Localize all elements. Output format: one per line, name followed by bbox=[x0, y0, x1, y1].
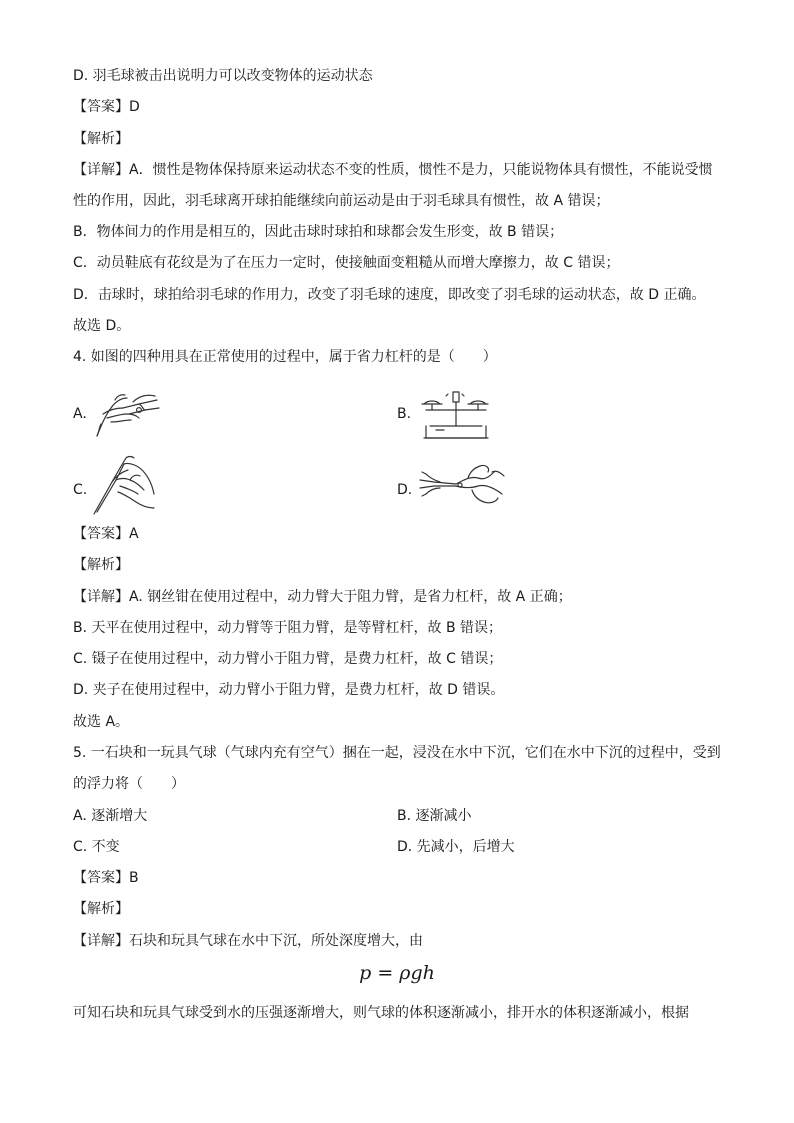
balance-scale-figure bbox=[416, 386, 496, 442]
q5-detail-line: 【详解】石块和玩具气球在水中下沉，所处深度增大，由 bbox=[73, 933, 423, 949]
q4-analysis-heading: 【解析】 bbox=[73, 557, 129, 573]
q5-option-a: A. 逐渐增大 bbox=[73, 808, 148, 824]
q4-detail-line: C. 镊子在使用过程中，动力臂小于阻力臂，是费力杠杆，故 C 错误； bbox=[73, 651, 503, 667]
q3-detail-line: D．击球时，球拍给羽毛球的作用力，改变了羽毛球的速度，即改变了羽毛球的运动状态，故 D 正确。 bbox=[73, 287, 706, 303]
q3-conclusion: 故选 D。 bbox=[73, 318, 131, 334]
q4-option-b-label: B. bbox=[397, 406, 412, 422]
q5-option-d: D. 先减小，后增大 bbox=[397, 839, 515, 855]
q3-answer: 【答案】D bbox=[73, 99, 140, 115]
q4-detail-line: D. 夹子在使用过程中，动力臂小于阻力臂，是费力杠杆，故 D 错误。 bbox=[73, 682, 505, 698]
q5-detail-line: 可知石块和玩具气球受到水的压强逐渐增大，则气球的体积逐渐减小，排开水的体积逐渐减小，根据 bbox=[73, 1005, 689, 1021]
q4-answer: 【答案】A bbox=[73, 526, 139, 542]
q4-option-a-label: A. bbox=[73, 406, 87, 422]
q5-answer: 【答案】B bbox=[73, 870, 139, 886]
q3-option-d: D. 羽毛球被击出说明力可以改变物体的运动状态 bbox=[73, 68, 373, 84]
q4-option-d-label: D. bbox=[397, 482, 413, 498]
q4-stem: 4. 如图的四种用具在正常使用的过程中，属于省力杠杆的是（ ） bbox=[73, 349, 497, 365]
q4-detail-line: B. 天平在使用过程中，动力臂等于阻力臂，是等臂杠杆，故 B 错误； bbox=[73, 620, 503, 636]
q5-option-c: C. 不变 bbox=[73, 839, 120, 855]
q5-stem-continued: 的浮力将（ ） bbox=[73, 776, 185, 792]
q4-conclusion: 故选 A。 bbox=[73, 714, 130, 730]
q3-detail-line: 【详解】A．惯性是物体保持原来运动状态不变的性质，惯性不是力，只能说物体具有惯性，不能说受惯 bbox=[73, 162, 713, 178]
q4-option-c-label: C. bbox=[73, 482, 88, 498]
q5-stem: 5. 一石块和一玩具气球（气球内充有空气）捆在一起，浸没在水中下沉，它们在水中下沉的过程中，受到 bbox=[73, 745, 721, 761]
pressure-formula: p = ρgh bbox=[359, 962, 435, 984]
q5-option-b: B. 逐渐减小 bbox=[397, 808, 472, 824]
q3-detail-line: 性的作用，因此，羽毛球离开球拍能继续向前运动是由于羽毛球具有惯性，故 A 错误； bbox=[73, 193, 610, 209]
tweezers-figure bbox=[90, 452, 160, 516]
q3-detail-line: B．物体间力的作用是相互的，因此击球时球拍和球都会发生形变，故 B 错误； bbox=[73, 224, 564, 240]
q4-detail-line: 【详解】A. 钢丝钳在使用过程中，动力臂大于阻力臂，是省力杠杆，故 A 正确； bbox=[73, 589, 572, 605]
pliers-figure bbox=[93, 388, 163, 440]
q5-analysis-heading: 【解析】 bbox=[73, 901, 129, 917]
q3-analysis-heading: 【解析】 bbox=[73, 131, 129, 147]
clip-figure bbox=[416, 458, 512, 510]
q3-detail-line: C．动员鞋底有花纹是为了在压力一定时，使接触面变粗糙从而增大摩擦力，故 C 错误； bbox=[73, 255, 620, 271]
